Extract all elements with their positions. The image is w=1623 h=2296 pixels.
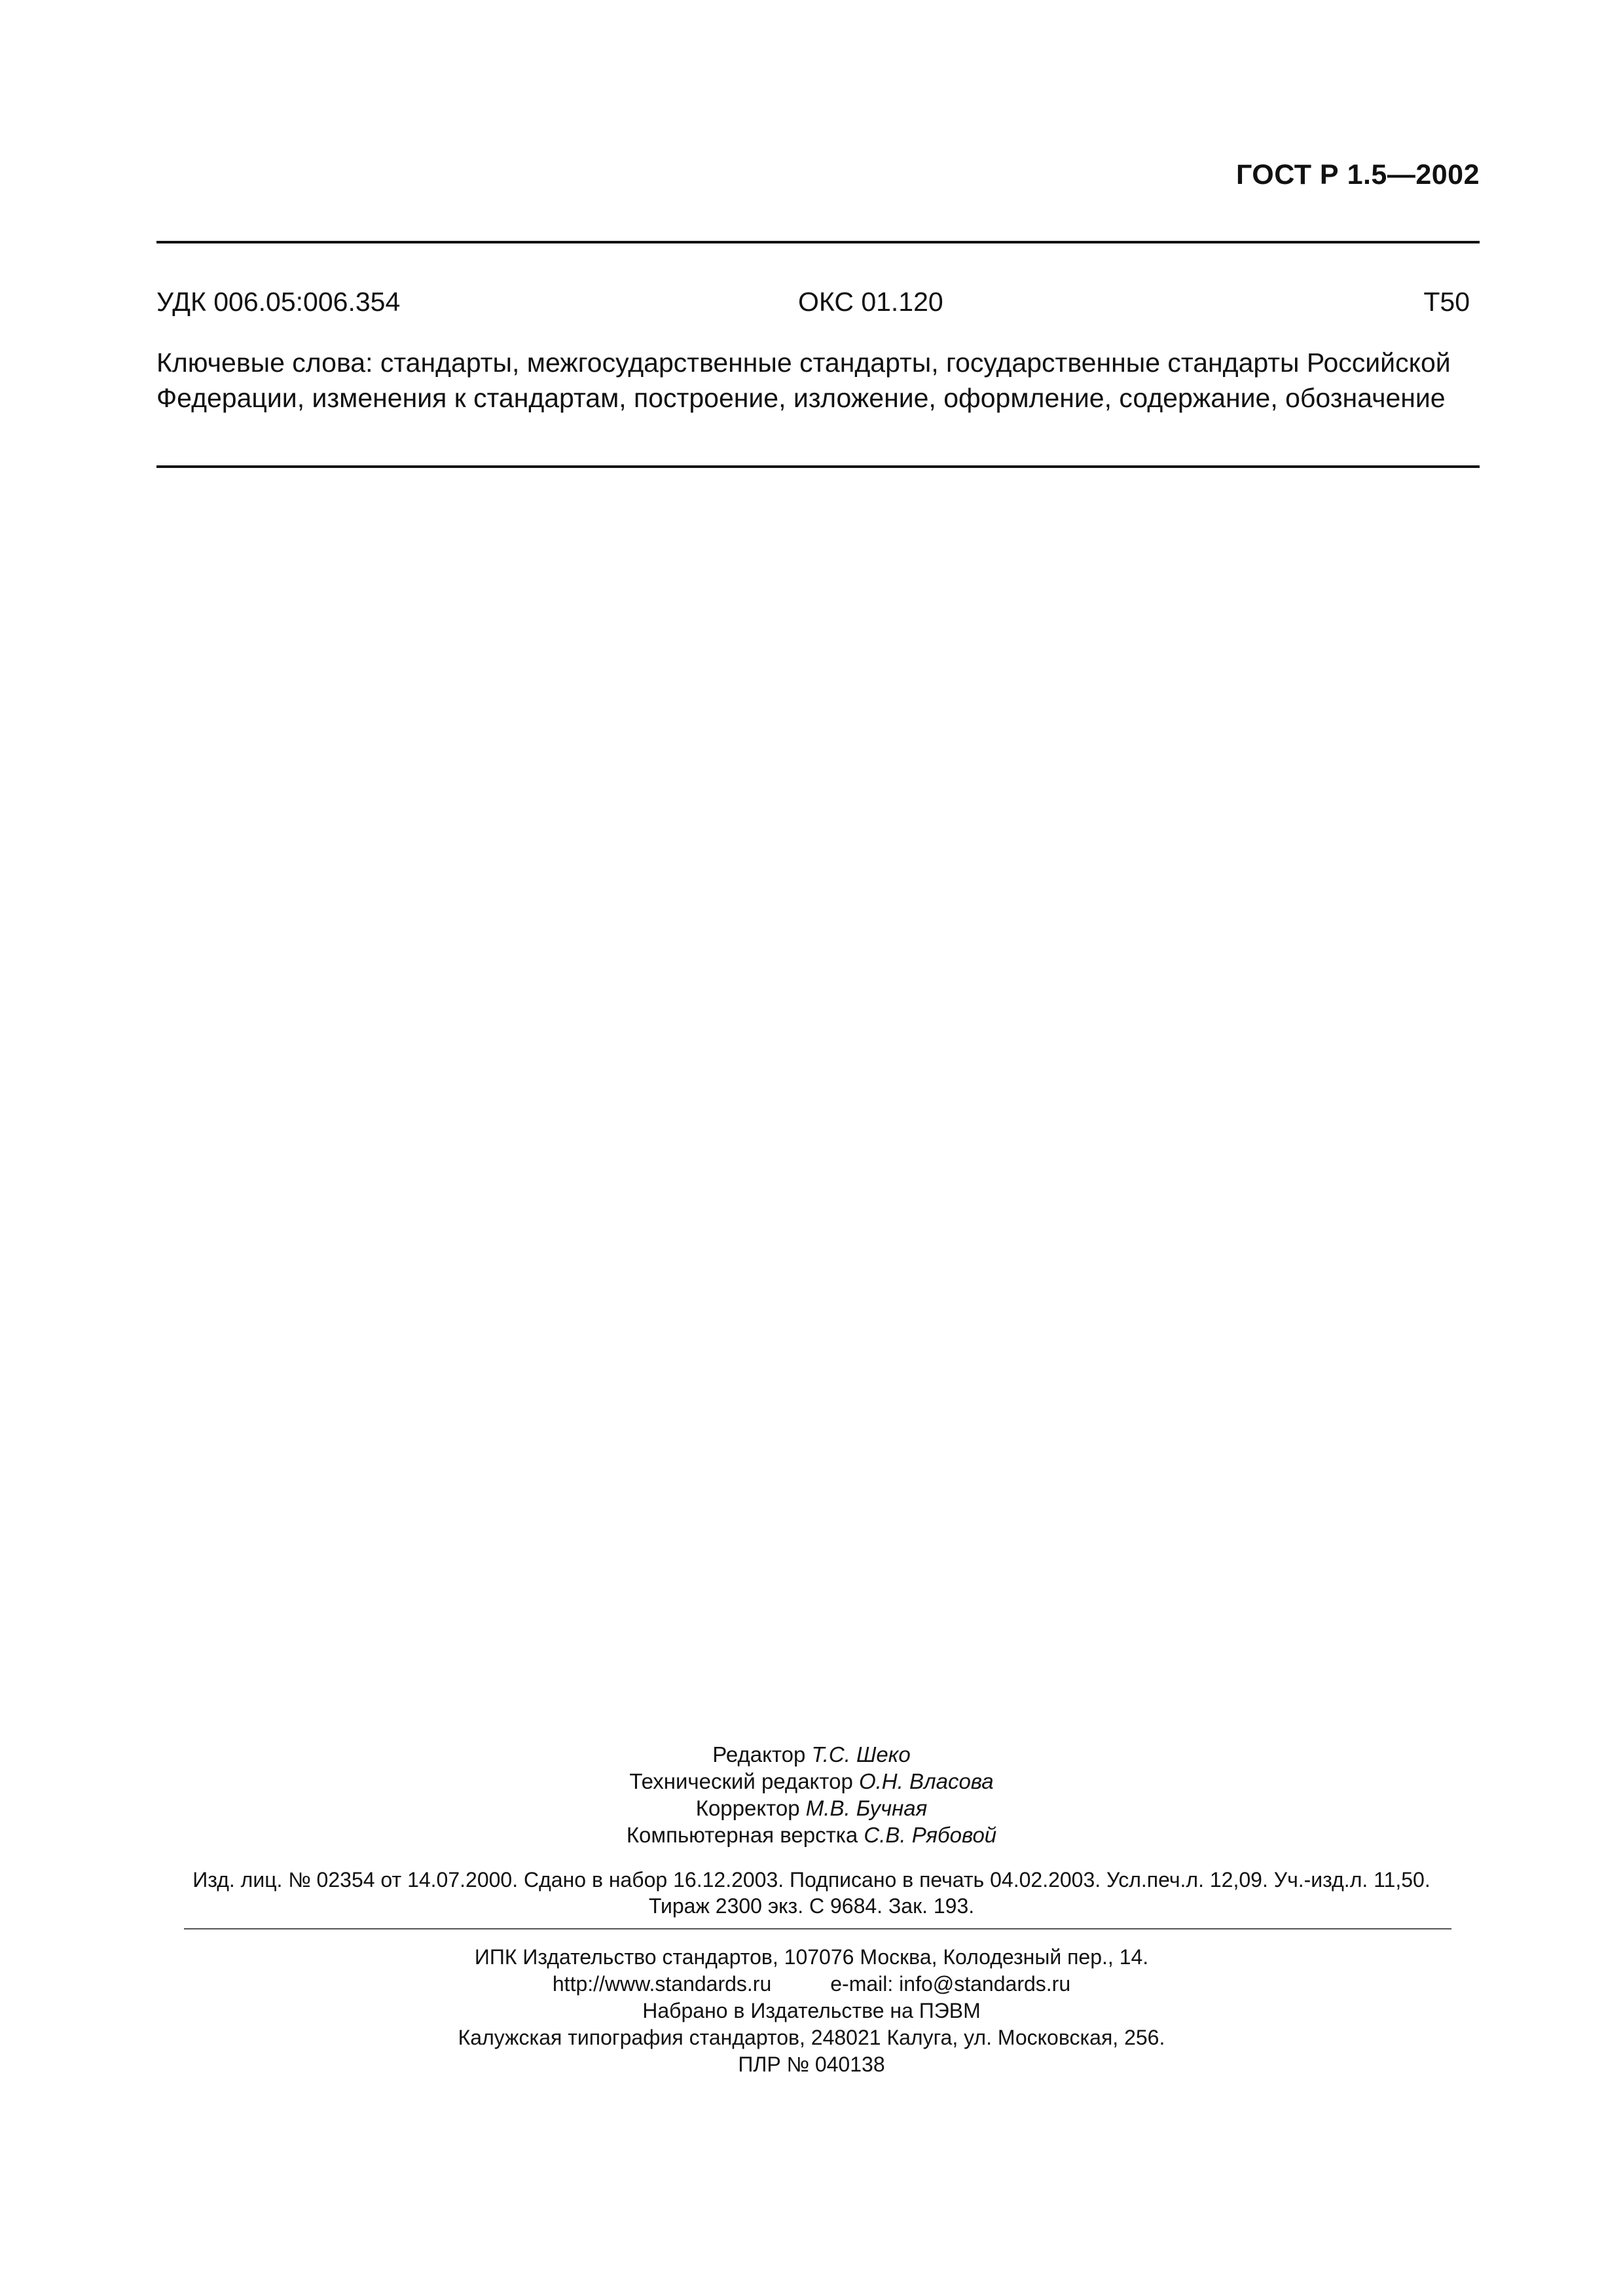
keywords-divider <box>156 465 1480 468</box>
publisher-contacts <box>0 1971 1623 1998</box>
imprint-block <box>0 1867 1623 1919</box>
editor-label: Редактор <box>712 1742 812 1767</box>
oks-code: ОКС 01.120 <box>798 287 943 317</box>
credits-block <box>0 1741 1623 1848</box>
publisher-block <box>0 1944 1623 2078</box>
udk-code: УДК 006.05:006.354 <box>156 287 401 317</box>
layout-label: Компьютерная верстка <box>626 1823 864 1847</box>
keywords-block <box>156 345 1492 416</box>
publisher-address: ИПК Издательство стандартов, 107076 Москва, Колодезный пер., 14. <box>474 1945 1149 1969</box>
imprint-divider <box>184 1928 1451 1929</box>
corrector-line <box>0 1795 1623 1821</box>
tech-editor-name: О.Н. Власова <box>858 1769 994 1793</box>
imprint-line-2: Тираж 2300 экз. С 9684. Зак. 193. <box>648 1894 975 1918</box>
tech-editor-label: Технический редактор <box>629 1769 859 1793</box>
imprint-line-1: Изд. лиц. № 02354 от 14.07.2000. Сдано в набор 16.12.2003. Подписано в печать 04.02.2003. Усл.печ.л. 12,09. Уч.-изд.л. 11,50. <box>192 1868 1431 1892</box>
editor-line <box>0 1741 1623 1768</box>
layout-name: С.В. Рябовой <box>864 1823 997 1847</box>
group-code: Т50 <box>1423 287 1470 317</box>
typeset-note: Набрано в Издательстве на ПЭВМ <box>642 1999 981 2022</box>
corrector-label: Корректор <box>695 1796 806 1820</box>
keywords-line-1: Ключевые слова: стандарты, межгосударственные стандарты, государственные стандарты Российской <box>156 348 1451 378</box>
publisher-email-link[interactable]: e-mail: info@standards.ru <box>830 1972 1071 1996</box>
top-divider <box>156 241 1480 243</box>
tech-editor-line <box>0 1768 1623 1795</box>
publisher-website-link[interactable]: http://www.standards.ru <box>552 1972 772 1996</box>
classification-row <box>156 287 1480 319</box>
layout-line <box>0 1821 1623 1848</box>
corrector-name: М.В. Бучная <box>805 1796 928 1820</box>
keywords-line-2: Федерации, изменения к стандартам, построение, изложение, оформление, содержание, обозначение <box>156 383 1446 413</box>
plr-number: ПЛР № 040138 <box>738 2053 885 2076</box>
printing-house: Калужская типография стандартов, 248021 Калуга, ул. Московская, 256. <box>458 2026 1165 2049</box>
document-code: ГОСТ Р 1.5—2002 <box>1235 159 1480 190</box>
editor-name: Т.С. Шеко <box>811 1742 911 1767</box>
